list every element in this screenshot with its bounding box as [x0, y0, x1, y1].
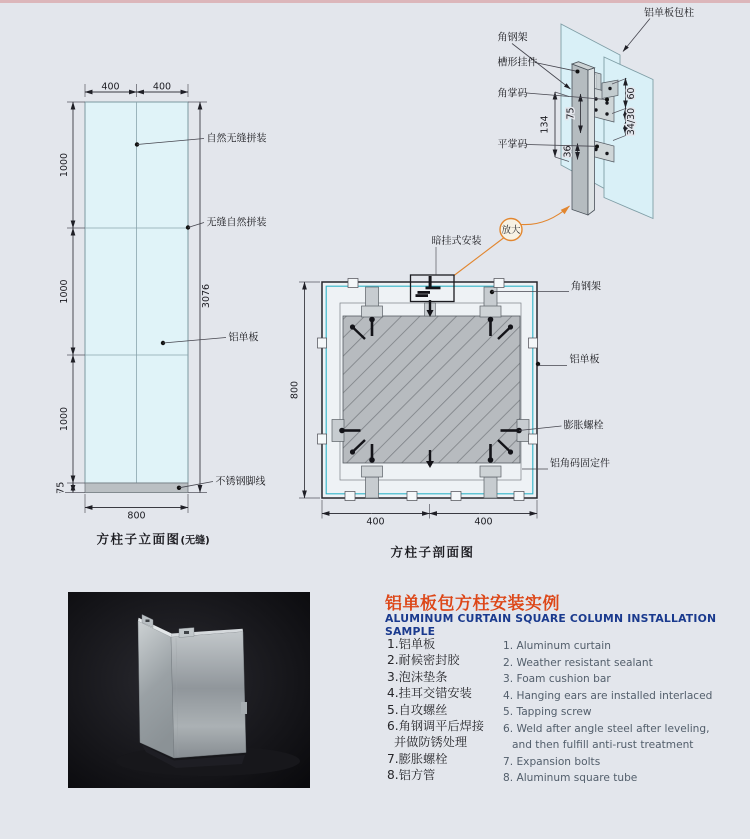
- mounting-ear-side: [241, 702, 247, 714]
- label-section-angle-frame: 角钢架: [571, 281, 601, 293]
- list-item: 6.角钢调平后焊接: [387, 719, 484, 734]
- parts-list-en: [503, 638, 712, 787]
- dim-134: 134: [539, 115, 551, 134]
- list-item: 3. Foam cushion bar: [503, 673, 611, 686]
- dim-left-1000-c: 1000: [59, 406, 70, 432]
- label-angle-steel-frame: 角钢架: [497, 32, 528, 44]
- list-item: 8.铝方管: [387, 768, 436, 783]
- dim-section-800: 800: [289, 380, 301, 400]
- list-item: 5.自攻螺丝: [387, 702, 448, 717]
- dim-left-75: 75: [55, 481, 67, 494]
- list-item-continuation: 并做防锈处理: [394, 735, 468, 750]
- product-photo: [68, 592, 310, 788]
- label-hidden-mount: 暗挂式安装: [431, 236, 482, 247]
- dim-36: 36: [562, 145, 574, 158]
- section-caption: 方柱子剖面图: [390, 544, 475, 560]
- list-item: 5. Tapping screw: [503, 706, 592, 719]
- section-concrete-core: [343, 316, 520, 463]
- list-item: 1.铝单板: [387, 637, 436, 651]
- label-section-panel: 铝单板: [569, 354, 600, 366]
- label-panel-wrapped-column: 铝单板包柱: [644, 8, 694, 19]
- panel-front-face: [171, 632, 246, 759]
- dim-60: 60: [626, 87, 637, 100]
- list-item: 7. Expansion bolts: [503, 755, 601, 768]
- section-drawing: [290, 234, 611, 560]
- label-expansion-bolt: 膨胀螺栓: [563, 420, 604, 432]
- dim-left-1000-a: 1000: [59, 152, 70, 178]
- list-item: 1. Aluminum curtain: [503, 640, 611, 652]
- list-item: 7.膨胀螺栓: [387, 751, 448, 766]
- list-item: 8. Aluminum square tube: [503, 772, 638, 785]
- dim-top-left: 400: [101, 81, 120, 93]
- magnify-label: 放大: [501, 225, 521, 236]
- list-item: 2. Weather resistant sealant: [503, 656, 653, 669]
- list-item: 6. Weld after angle steel after leveling,: [503, 722, 710, 735]
- list-item: 4. Hanging ears are installed interlaced: [503, 689, 713, 702]
- list-item: 2.耐候密封胶: [387, 653, 460, 668]
- label-channel-hanger: 槽形挂件: [497, 57, 538, 69]
- dim-bottom-800: 800: [127, 510, 146, 522]
- label-aluminum-panel: 铝单板: [228, 332, 259, 344]
- dim-section-400-right: 400: [474, 516, 493, 528]
- elevation-caption-note: (无缝): [180, 535, 210, 547]
- list-item-continuation: and then fulfill anti-rust treatment: [512, 739, 694, 752]
- elevation-caption: [97, 532, 210, 547]
- label-corner-cleat: 角掌码: [497, 88, 528, 100]
- parts-list-zh: [387, 636, 484, 784]
- detail-column-right-face: [588, 68, 595, 215]
- label-stainless-skirting: 不锈钢脚线: [215, 476, 266, 488]
- dim-section-400-left: 400: [366, 516, 385, 528]
- label-seamless-joint-top: 自然无缝拼装: [206, 133, 267, 145]
- page-title-zh: 铝单板包方柱安装实例: [385, 594, 560, 614]
- dim-right-3076: 3076: [201, 283, 212, 309]
- label-angle-code-fixing: 铝角码固定件: [550, 458, 610, 470]
- detail-drawing: [454, 6, 694, 276]
- dim-left-1000-b: 1000: [59, 279, 70, 304]
- list-item: 4.挂耳交错安装: [387, 686, 472, 701]
- detail-column-left-face: [572, 64, 588, 215]
- label-flat-cleat: 平掌码: [497, 139, 528, 151]
- dim-34-30: 34/30: [626, 107, 637, 136]
- elevation-drawing: [56, 82, 267, 547]
- panel-left-face: [138, 621, 174, 758]
- label-seamless-joint-mid: 无缝自然拼装: [206, 217, 267, 229]
- magnify-arrow-to-detail: [522, 206, 570, 225]
- photo-panel-art: [68, 592, 310, 788]
- elevation-caption-text: 方柱子立面图: [96, 531, 181, 547]
- list-item: 3.泡沫垫条: [387, 669, 448, 684]
- page-title-en: ALUMINUM CURTAIN SQUARE COLUMN INSTALLATION SAMPLE: [385, 612, 717, 638]
- elevation-skirting-strip: [85, 483, 188, 493]
- dim-75: 75: [565, 107, 577, 120]
- dim-top-right: 400: [152, 81, 172, 93]
